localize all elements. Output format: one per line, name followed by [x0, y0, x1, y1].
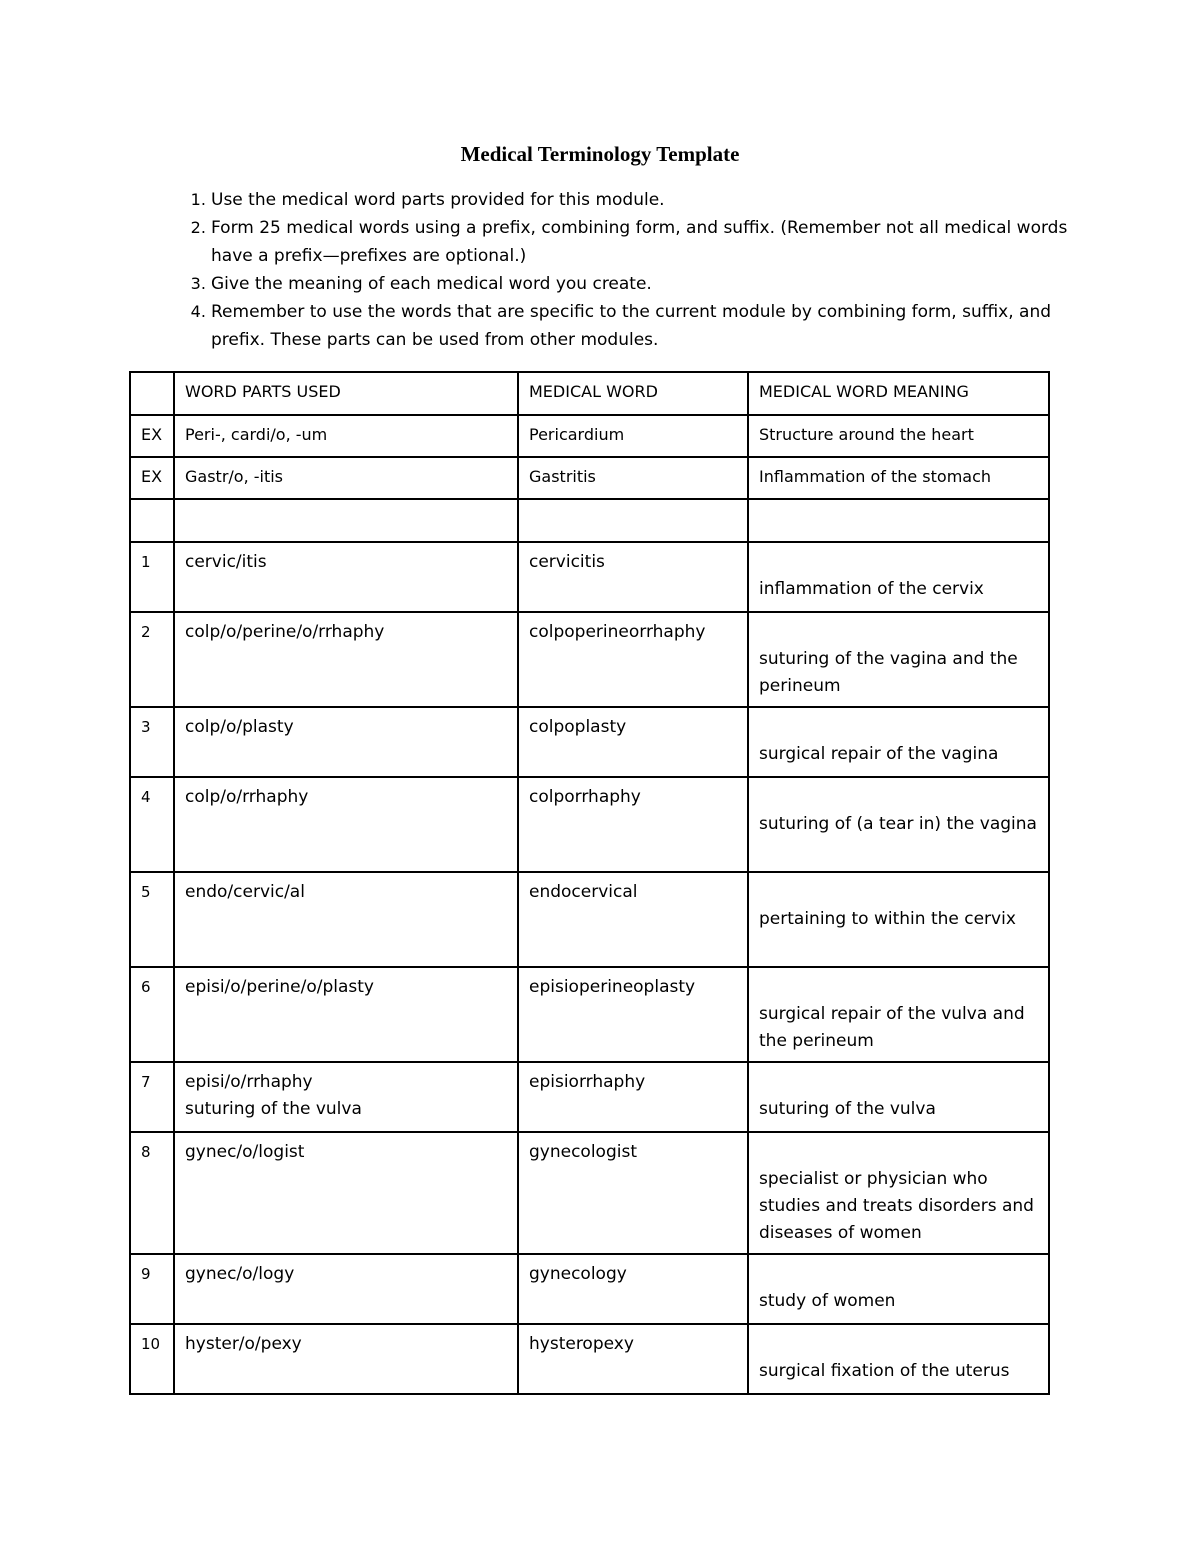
meaning-cell — [748, 542, 1049, 612]
terminology-table — [129, 371, 1050, 1395]
meaning-cell — [748, 1062, 1049, 1132]
blank-cell — [130, 499, 174, 542]
medical-word-cell: colporrhaphy — [518, 777, 748, 872]
blank-cell — [518, 499, 748, 542]
meaning-cell — [748, 872, 1049, 967]
table-row — [130, 707, 1049, 777]
row-num: 7 — [130, 1062, 174, 1132]
meaning-cell — [748, 1324, 1049, 1394]
word-parts-cell: cervic/itis — [174, 542, 518, 612]
word-parts-cell: Gastr/o, -itis — [174, 457, 518, 499]
word-parts-cell: Peri-, cardi/o, -um — [174, 415, 518, 457]
meaning-cell: Inflammation of the stomach — [748, 457, 1049, 499]
word-parts-cell: endo/cervic/al — [174, 872, 518, 967]
instruction-item: 4. Remember to use the words that are specific to the current module by combining form, suffix, and prefix. These parts can be used from other modules. — [211, 298, 1091, 354]
example-row — [130, 457, 1049, 499]
word-parts-note: suturing of the vulva — [185, 1099, 362, 1119]
header-medical-word: MEDICAL WORD — [518, 372, 748, 415]
header-meaning: MEDICAL WORD MEANING — [748, 372, 1049, 415]
meaning-text: suturing of (a tear in) the vagina — [759, 814, 1037, 834]
medical-word-cell: Gastritis — [518, 457, 748, 499]
word-parts-text: episi/o/rrhaphy — [185, 1072, 313, 1092]
meaning-text: study of women — [759, 1291, 896, 1311]
meaning-text: surgical repair of the vulva and the perineum — [759, 1004, 1025, 1051]
medical-word-cell: cervicitis — [518, 542, 748, 612]
word-parts-cell: gynec/o/logy — [174, 1254, 518, 1324]
table-row — [130, 777, 1049, 872]
table-row — [130, 542, 1049, 612]
row-num: 9 — [130, 1254, 174, 1324]
row-num: 1 — [130, 542, 174, 612]
word-parts-cell: colp/o/perine/o/rrhaphy — [174, 612, 518, 707]
medical-word-cell: gynecology — [518, 1254, 748, 1324]
meaning-text: inflammation of the cervix — [759, 579, 984, 599]
header-num-cell — [130, 372, 174, 415]
row-num: 10 — [130, 1324, 174, 1394]
medical-word-cell: gynecologist — [518, 1132, 748, 1254]
table-row — [130, 612, 1049, 707]
meaning-text: suturing of the vagina and the perineum — [759, 649, 1018, 696]
medical-word-cell: colpoperineorrhaphy — [518, 612, 748, 707]
meaning-cell — [748, 612, 1049, 707]
example-row — [130, 415, 1049, 457]
medical-word-cell: colpoplasty — [518, 707, 748, 777]
word-parts-cell: episi/o/perine/o/plasty — [174, 967, 518, 1062]
blank-cell — [174, 499, 518, 542]
row-num: 5 — [130, 872, 174, 967]
table-row — [130, 872, 1049, 967]
meaning-cell — [748, 1254, 1049, 1324]
row-num: EX — [130, 457, 174, 499]
medical-word-cell: episiorrhaphy — [518, 1062, 748, 1132]
table-header-row — [130, 372, 1049, 415]
instruction-list — [170, 186, 1091, 354]
table-row — [130, 967, 1049, 1062]
table-row — [130, 1324, 1049, 1394]
word-parts-cell: colp/o/rrhaphy — [174, 777, 518, 872]
instruction-item: 3. Give the meaning of each medical word you create. — [211, 270, 1091, 298]
row-num: 3 — [130, 707, 174, 777]
meaning-cell — [748, 777, 1049, 872]
word-parts-cell: gynec/o/logist — [174, 1132, 518, 1254]
meaning-text: pertaining to within the cervix — [759, 909, 1016, 929]
row-num: 6 — [130, 967, 174, 1062]
row-num: 8 — [130, 1132, 174, 1254]
medical-word-cell: hysteropexy — [518, 1324, 748, 1394]
word-parts-cell: colp/o/plasty — [174, 707, 518, 777]
meaning-cell — [748, 1132, 1049, 1254]
row-num: 4 — [130, 777, 174, 872]
table-row — [130, 1132, 1049, 1254]
meaning-cell: Structure around the heart — [748, 415, 1049, 457]
table-row — [130, 1062, 1049, 1132]
row-num: EX — [130, 415, 174, 457]
medical-word-cell: endocervical — [518, 872, 748, 967]
meaning-text: surgical fixation of the uterus — [759, 1361, 1010, 1381]
meaning-cell — [748, 707, 1049, 777]
blank-cell — [748, 499, 1049, 542]
instruction-item: 1. Use the medical word parts provided for this module. — [211, 186, 1091, 214]
header-word-parts: WORD PARTS USED — [174, 372, 518, 415]
blank-row — [130, 499, 1049, 542]
table-row — [130, 1254, 1049, 1324]
medical-word-cell: Pericardium — [518, 415, 748, 457]
medical-word-cell: episioperineoplasty — [518, 967, 748, 1062]
document-title: Medical Terminology Template — [460, 142, 740, 166]
meaning-text: suturing of the vulva — [759, 1099, 936, 1119]
word-parts-cell: hyster/o/pexy — [174, 1324, 518, 1394]
meaning-cell — [748, 967, 1049, 1062]
meaning-text: specialist or physician who studies and treats disorders and diseases of women — [759, 1169, 1034, 1243]
meaning-text: surgical repair of the vagina — [759, 744, 999, 764]
instruction-item: 2. Form 25 medical words using a prefix, combining form, and suffix. (Remember not all medical words have a prefix—prefixes are optional.) — [211, 214, 1091, 270]
row-num: 2 — [130, 612, 174, 707]
word-parts-cell — [174, 1062, 518, 1132]
